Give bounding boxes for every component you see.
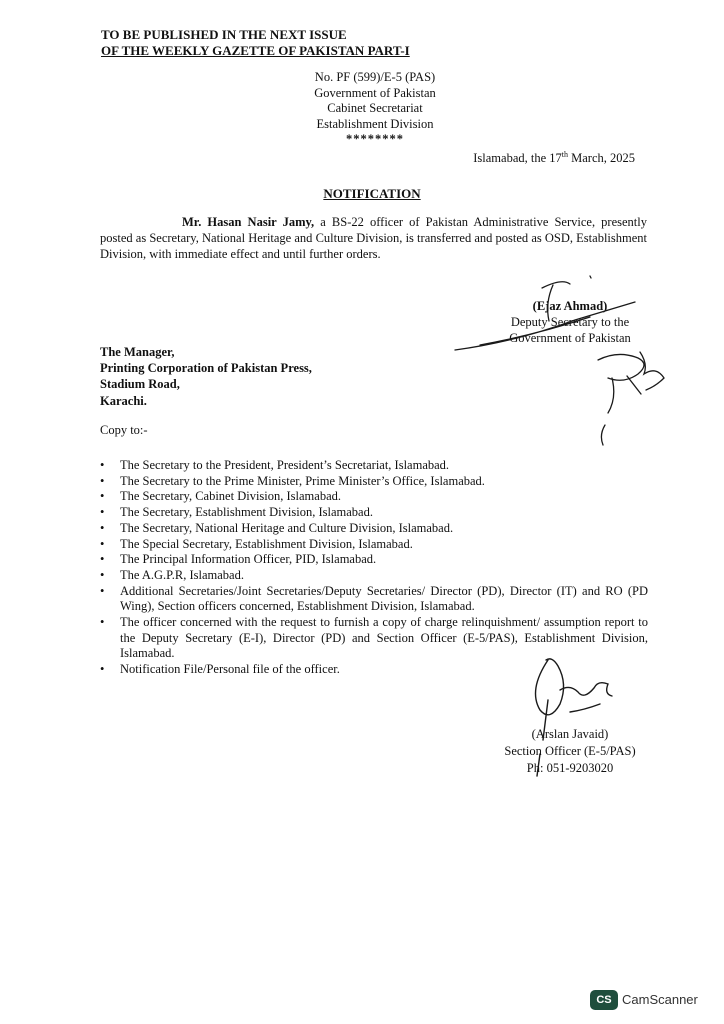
list-item: • The Secretary, Cabinet Division, Islamabad. bbox=[100, 489, 648, 505]
list-item: • The Secretary, Establishment Division, Islamabad. bbox=[100, 505, 648, 521]
notification-title: NOTIFICATION bbox=[323, 186, 421, 201]
list-item: • The A.G.P.R, Islamabad. bbox=[100, 568, 648, 584]
camscanner-logo: CS bbox=[590, 990, 618, 1010]
list-item: • The officer concerned with the request to furnish a copy of charge relinquishment/ assumption report to the Deputy Secretary (E-I), Director (PD) and Section Officer (E-5/PAS), Establishment Division, Islamabad. bbox=[100, 615, 648, 662]
signatory-1-name: (Ejaz Ahmad) bbox=[532, 299, 608, 313]
camscanner-text: CamScanner bbox=[622, 992, 698, 1007]
signatory-1-title-line-2: Government of Pakistan bbox=[509, 331, 631, 345]
division-line: Establishment Division bbox=[316, 116, 434, 131]
date-suffix: th bbox=[561, 150, 568, 159]
address-line-2: Printing Corporation of Pakistan Press, bbox=[100, 361, 312, 376]
list-item: • The Secretary to the Prime Minister, Prime Minister’s Office, Islamabad. bbox=[100, 474, 648, 490]
reference-number: No. PF (599)/E-5 (PAS) bbox=[314, 70, 436, 84]
date-rest: March, 2025 bbox=[568, 151, 635, 166]
copy-to-label: Copy to:- bbox=[100, 423, 148, 437]
list-item: • The Principal Information Officer, PID, Islamabad. bbox=[100, 552, 648, 568]
officer-name: Mr. Hasan Nasir Jamy, bbox=[182, 215, 315, 229]
secretariat-line: Cabinet Secretariat bbox=[327, 101, 423, 115]
list-item: • Additional Secretaries/Joint Secretaries/Deputy Secretaries/ Director (PD), Director (IT) and RO (PD Wing), Section officers concerned, Establishment Division, Islamabad. bbox=[100, 584, 648, 615]
signatory-2-phone: Ph: 051-9203020 bbox=[526, 761, 614, 775]
body-text: a BS-22 officer of Pakistan Administrative Service, presently posted as Secretary, National Heritage and Culture Division, is transferred and posted as OSD, Establishment Division, with immediate effect and until further orders. bbox=[100, 215, 648, 261]
list-item: • The Secretary, National Heritage and Culture Division, Islamabad. bbox=[100, 521, 648, 537]
signatory-2-name: (Arslan Javaid) bbox=[531, 727, 609, 741]
date-prefix: Islamabad, the 17 bbox=[473, 151, 562, 166]
address-line-3: Stadium Road, bbox=[100, 377, 180, 392]
address-line-1: The Manager, bbox=[100, 345, 175, 359]
signatory-1-title-line-1: Deputy Secretary to the bbox=[510, 315, 630, 329]
header-line-2: OF THE WEEKLY GAZETTE OF PAKISTAN PART-I bbox=[101, 43, 410, 58]
header-line-1: TO BE PUBLISHED IN THE NEXT ISSUE bbox=[101, 27, 347, 42]
list-item: • The Special Secretary, Establishment Division, Islamabad. bbox=[100, 537, 648, 553]
government-line: Government of Pakistan bbox=[314, 85, 436, 100]
signatory-2-title: Section Officer (E-5/PAS) bbox=[504, 744, 636, 758]
list-item: • The Secretary to the President, President’s Secretariat, Islamabad. bbox=[100, 458, 648, 474]
address-line-4: Karachi. bbox=[100, 393, 147, 408]
stars-separator: ******** bbox=[346, 132, 404, 146]
list-item: • Notification File/Personal file of the officer. bbox=[100, 662, 648, 678]
